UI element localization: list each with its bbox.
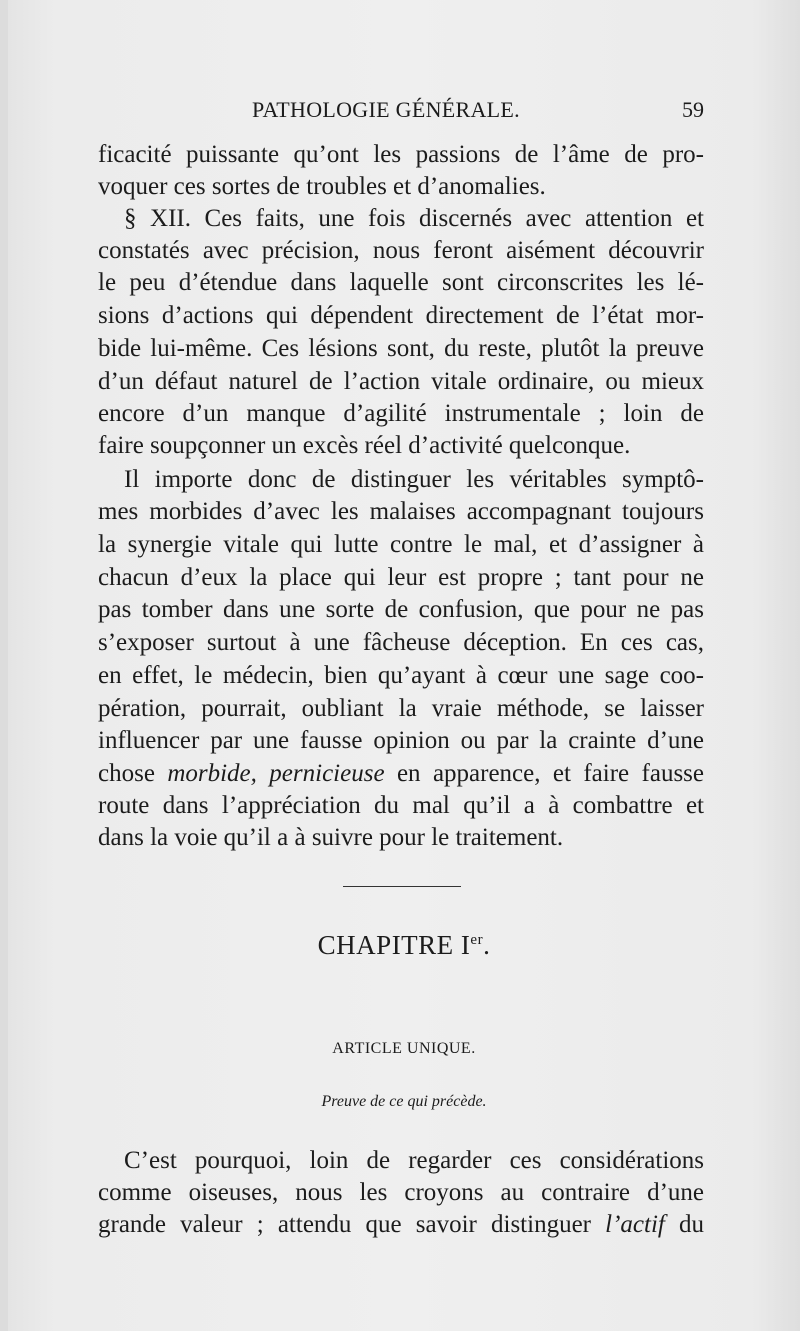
- article-subtitle: Preuve de ce qui précède.: [321, 1093, 487, 1110]
- text-line: en effet, le médecin, bien qu’ayant à cœur une sage coo-: [98, 662, 704, 689]
- text-line: mes morbides d’avec les malaises accompagnant toujours: [98, 498, 704, 525]
- text-line: influencer par une fausse opinion ou par la crainte d’une: [98, 727, 704, 754]
- text-run: en apparence, et faire fausse: [384, 760, 705, 787]
- section-divider: [343, 886, 461, 887]
- italic-text: l’actif: [605, 1211, 665, 1238]
- text-line: route dans l’appréciation du mal qu’il a à combattre et: [98, 792, 704, 819]
- text-line: le peu d’étendue dans laquelle sont circonscrites les lé-: [98, 269, 704, 296]
- text-line: dans la voie qu’il a à suivre pour le traitement.: [98, 824, 564, 851]
- text-line: sions d’actions qui dépendent directement de l’état mor-: [98, 302, 704, 329]
- text-run: grande valeur ; attendu que savoir distinguer: [98, 1211, 606, 1238]
- text-line: § XII. Ces faits, une fois discernés avec attention et: [124, 205, 704, 232]
- text-line: bide lui-même. Ces lésions sont, du reste, plutôt la preuve: [98, 335, 704, 362]
- text-line: C’est pourquoi, loin de regarder ces considérations: [124, 1147, 704, 1174]
- text-line: constatés avec précision, nous feront aisément découvrir: [98, 237, 704, 264]
- italic-text: morbide, pernicieuse: [167, 760, 385, 787]
- text-line: s’exposer surtout à une fâcheuse déception. En ces cas,: [98, 629, 704, 656]
- text-line: pas tomber dans une sorte de confusion, que pour ne pas: [98, 596, 704, 623]
- text-line: comme oiseuses, nous les croyons au contraire d’une: [98, 1179, 704, 1206]
- text-line-mixed: [98, 758, 704, 790]
- text-line: la synergie vitale qui lutte contre le mal, et d’assigner à: [98, 531, 704, 558]
- chapter-heading: CHAPITRE Ier.: [317, 930, 491, 960]
- text-line: faire soupçonner un excès réel d’activité quelconque.: [98, 432, 631, 459]
- text-line: ficacité puissante qu’ont les passions de l’âme de pro-: [98, 141, 704, 168]
- text-line: d’un défaut naturel de l’action vitale ordinaire, ou mieux: [98, 368, 704, 395]
- text-line-mixed: [98, 1209, 704, 1241]
- chapter-superscript: er: [470, 932, 484, 948]
- text-line: Il importe donc de distinguer les véritables symptô-: [124, 466, 704, 493]
- text-line: voquer ces sortes de troubles et d’anomalies.: [98, 173, 546, 200]
- text-line: encore d’un manque d’agilité instrumentale ; loin de: [98, 400, 704, 427]
- text-line: chacun d’eux la place qui leur est propre ; tant pour ne: [98, 564, 704, 591]
- running-title: PATHOLOGIE GÉNÉRALE.: [252, 97, 520, 122]
- article-heading: ARTICLE UNIQUE.: [332, 1040, 476, 1057]
- page-number: 59: [682, 97, 704, 122]
- text-run: du: [664, 1211, 704, 1238]
- text-line: pération, pourrait, oubliant la vraie méthode, se laisser: [98, 695, 704, 722]
- text-run: chose: [98, 760, 168, 787]
- book-page: [8, 0, 800, 1331]
